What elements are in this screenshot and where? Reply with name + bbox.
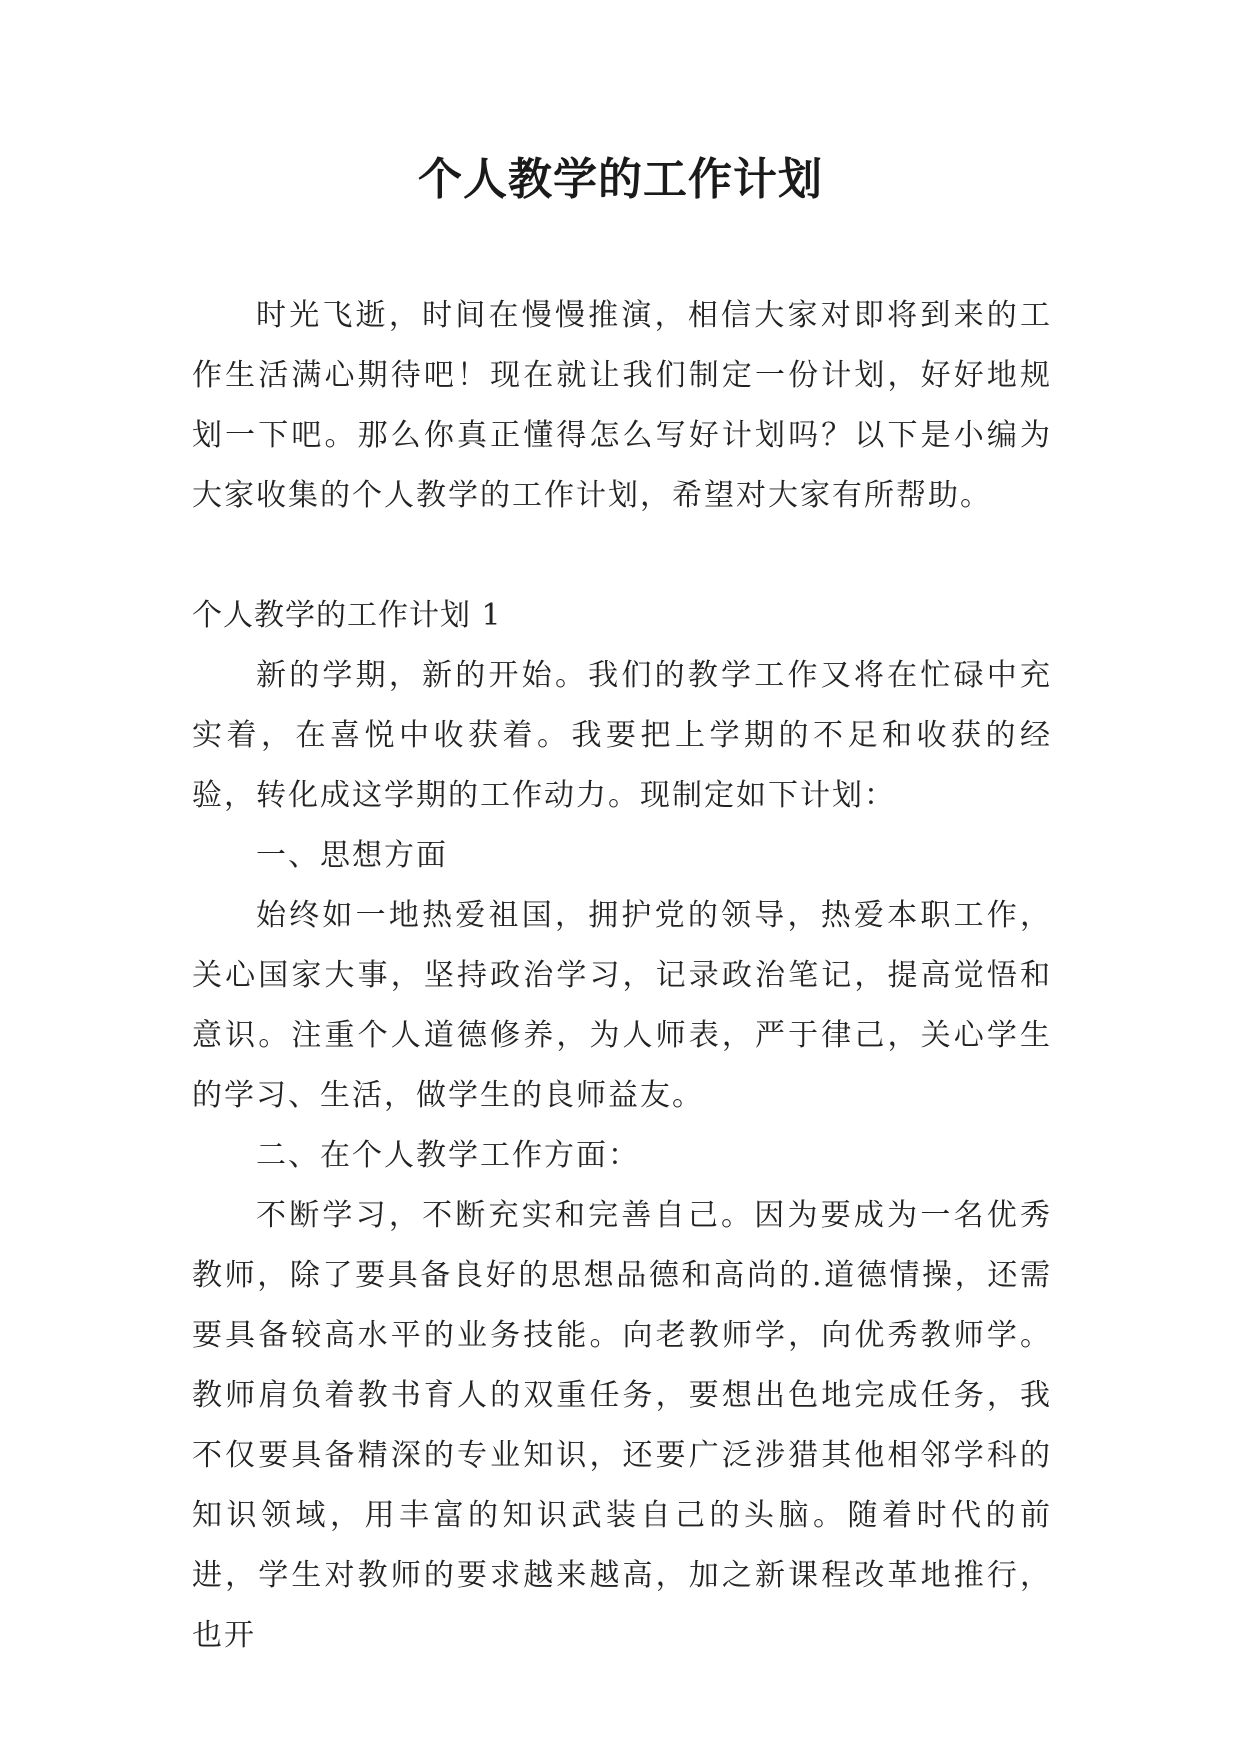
intro-paragraph: 时光飞逝，时间在慢慢推演，相信大家对即将到来的工作生活满心期待吧！现在就让我们制定一份计划，好好地规划一下吧。那么你真正懂得怎么写好计划吗？以下是小编为大家收集的个人教学的工作计划，希望对大家有所帮助。 (192, 298, 1052, 513)
paragraph-teaching: 不断学习，不断充实和完善自己。因为要成为一名优秀教师，除了要具备良好的思想品德和高尚的.道德情操，还需要具备较高水平的业务技能。向老教师学，向优秀教师学。教师肩负着教书育人的双重任务，要想出色地完成任务，我不仅要具备精深的专业知识，还要广泛涉猎其他相邻学科的知识领域，用丰富的知识武装自己的头脑。随着时代的前进，学生对教师的要求越来越高，加之新课程改革地推行，也开 (192, 1198, 1052, 1653)
document-body (192, 286, 1052, 1666)
paragraph-opening: 新的学期，新的开始。我们的教学工作又将在忙碌中充实着，在喜悦中收获着。我要把上学期的不足和收获的经验，转化成这学期的工作动力。现制定如下计划： (192, 658, 1052, 813)
paragraph-thought: 始终如一地热爱祖国，拥护党的领导，热爱本职工作，关心国家大事，坚持政治学习，记录政治笔记，提高觉悟和意识。注重个人道德修养，为人师表，严于律己，关心学生的学习、生活，做学生的良师益友。 (192, 898, 1052, 1113)
section-heading: 个人教学的工作计划 1 (192, 598, 502, 633)
subheading-teaching: 二、在个人教学工作方面： (256, 1138, 640, 1173)
subheading-thought: 一、思想方面 (256, 838, 448, 873)
page-title: 个人教学的工作计划 (418, 154, 823, 205)
